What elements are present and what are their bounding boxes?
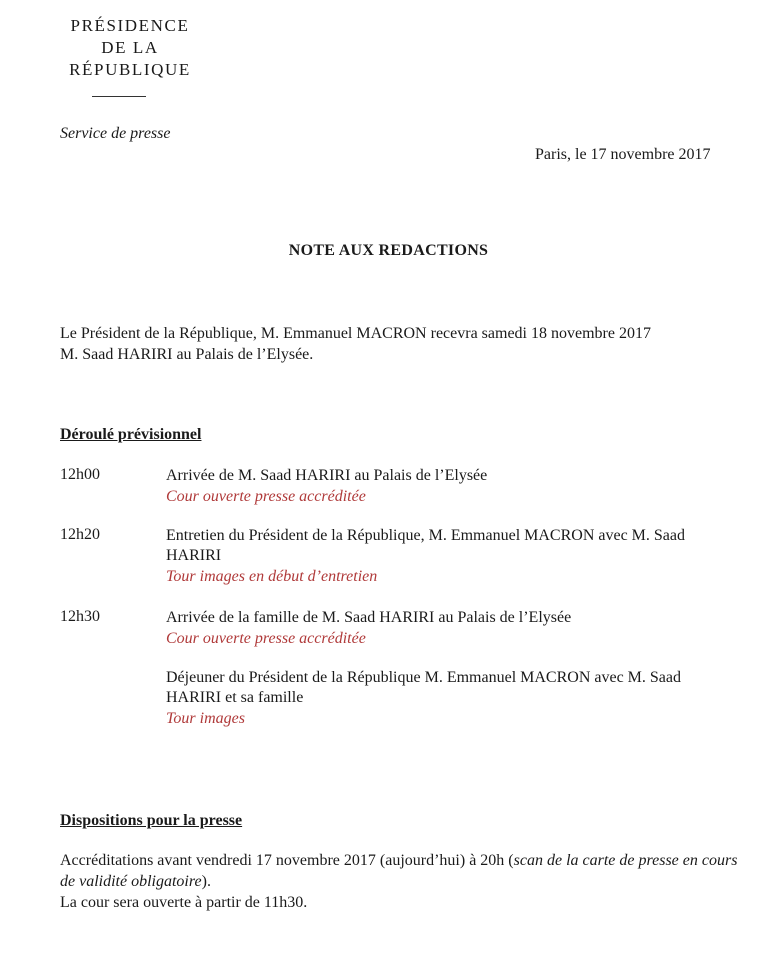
- schedule-entry-press-note: Cour ouverte presse accréditée: [166, 630, 366, 647]
- document-title: NOTE AUX REDACTIONS: [288, 242, 489, 259]
- schedule-entry-press-note: Tour images: [166, 710, 245, 727]
- schedule-time: 12h20: [60, 526, 100, 543]
- letterhead-line-2: DE LA: [101, 38, 159, 57]
- service-label: Service de presse: [60, 125, 171, 142]
- schedule-entry: [166, 668, 726, 729]
- courtyard-opening-text: La cour sera ouverte à partir de 11h30.: [60, 894, 308, 911]
- document-date: Paris, le 17 novembre 2017: [535, 146, 711, 163]
- intro-line-2: M. Saad HARIRI au Palais de l’Elysée.: [60, 346, 314, 363]
- schedule-entry-press-note: Cour ouverte presse accréditée: [166, 488, 366, 505]
- schedule-time: 12h00: [60, 466, 100, 483]
- intro-paragraph: [60, 323, 730, 365]
- schedule-entry: [166, 608, 726, 649]
- press-arrangements-heading: Dispositions pour la presse: [60, 812, 243, 829]
- letterhead-divider: [92, 96, 146, 97]
- schedule-heading: Déroulé prévisionnel: [60, 426, 202, 443]
- schedule-entry-text: Déjeuner du Président de la République M. Emmanuel MACRON avec M. Saad HARIRI et sa famille: [166, 669, 681, 706]
- press-arrangements-body: [60, 850, 740, 913]
- schedule-entry-text: Arrivée de la famille de M. Saad HARIRI au Palais de l’Elysée: [166, 609, 572, 626]
- accreditation-suffix: ).: [201, 873, 211, 890]
- schedule-entry-press-note: Tour images en début d’entretien: [166, 568, 378, 585]
- accreditation-text: [60, 850, 740, 892]
- accreditation-condition: scan de la carte de presse en cours de validité obligatoire: [60, 852, 738, 890]
- letterhead-line-1: PRÉSIDENCE: [70, 16, 190, 35]
- letterhead-line-3: RÉPUBLIQUE: [69, 60, 191, 79]
- schedule-entry: [166, 466, 726, 507]
- schedule-entry-text: Entretien du Président de la République, M. Emmanuel MACRON avec M. Saad HARIRI: [166, 527, 686, 564]
- intro-line-1: Le Président de la République, M. Emmanuel MACRON recevra samedi 18 novembre 2017: [60, 325, 651, 342]
- accreditation-prefix: Accréditations avant vendredi 17 novembre 2017 (aujourd’hui) à 20h (: [60, 852, 514, 869]
- schedule-entry-text: Arrivée de M. Saad HARIRI au Palais de l’Elysée: [166, 467, 488, 484]
- schedule-time: 12h30: [60, 608, 100, 625]
- schedule-entry: [166, 526, 726, 587]
